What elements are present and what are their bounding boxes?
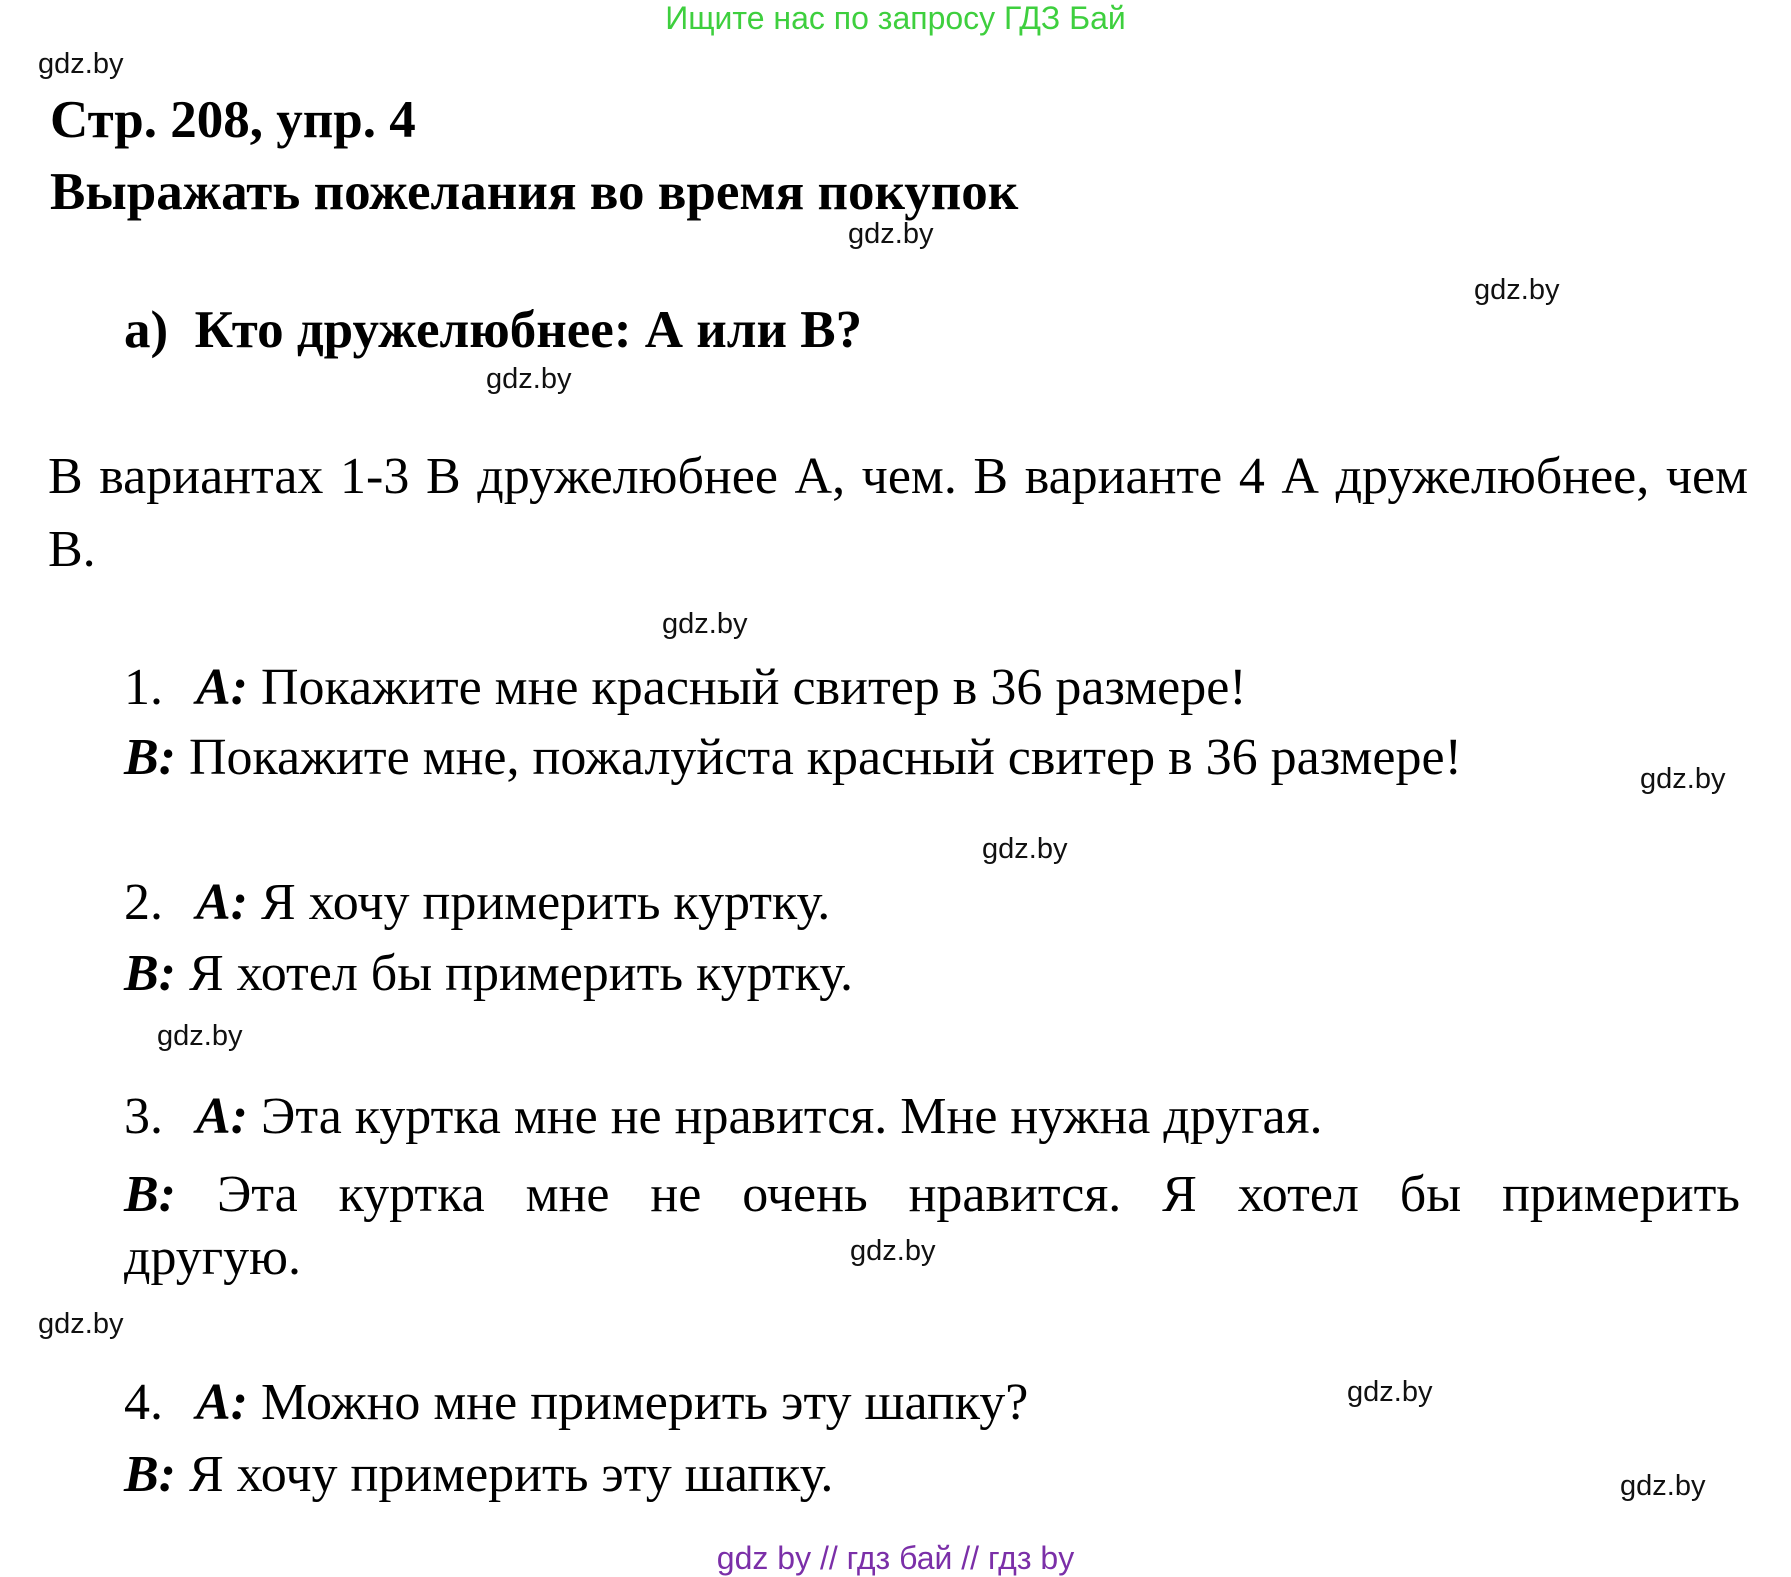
answer-paragraph: В вариантах 1-3 В дружелюбнее А, чем. В варианте 4 А дружелюбнее, чем В. [48, 448, 1748, 578]
dialogue-text: Я хочу примерить эту шапку. [189, 1446, 834, 1503]
dialogue-number: 3. [124, 1088, 163, 1145]
speaker-a-label: A: [196, 874, 248, 931]
dialogue-1-line-b [124, 728, 1462, 787]
dialogue-3-line-a [124, 1087, 1322, 1146]
watermark: gdz.by [662, 608, 748, 640]
dialogue-4-line-a [124, 1373, 1028, 1432]
watermark: gdz.by [157, 1020, 243, 1052]
dialogue-3-line-b-continuation: другую. [124, 1229, 301, 1286]
site-banner[interactable]: Ищите нас по запросу ГДЗ Бай [665, 0, 1126, 36]
dialogue-2-line-a [124, 873, 830, 932]
dialogue-2-line-b [124, 944, 853, 1003]
watermark: gdz.by [1620, 1470, 1706, 1502]
watermark: gdz.by [1347, 1376, 1433, 1408]
speaker-a-label: A: [196, 1374, 248, 1431]
speaker-a-label: A: [196, 1088, 248, 1145]
watermark: gdz.by [486, 363, 572, 395]
dialogue-text: Покажите мне красный свитер в 36 размере! [261, 659, 1247, 716]
page-title: Стр. 208, упр. 4 [50, 91, 416, 149]
watermark: gdz.by [38, 1308, 124, 1340]
speaker-b-label: B: [124, 729, 176, 786]
watermark: gdz.by [848, 218, 934, 250]
speaker-b-label: B: [124, 945, 176, 1002]
watermark: gdz.by [1474, 274, 1560, 306]
speaker-b-label: B: [124, 1166, 176, 1223]
speaker-a-label: A: [196, 659, 248, 716]
dialogue-3-line-b [124, 1158, 1740, 1231]
dialogue-4-line-b [124, 1445, 833, 1504]
watermark: gdz.by [982, 833, 1068, 865]
dialogue-text: Я хотел бы примерить куртку. [189, 945, 853, 1002]
task-label: а) [124, 301, 169, 359]
watermark: gdz.by [38, 48, 124, 80]
watermark: gdz.by [1640, 763, 1726, 795]
dialogue-1-line-a [124, 658, 1247, 717]
dialogue-text: Эта куртка мне не очень нравится. Я хотел бы примерить [216, 1166, 1741, 1223]
page-subtitle: Выражать пожелания во время покупок [50, 163, 1019, 221]
dialogue-text: Покажите мне, пожалуйста красный свитер в 36 размере! [189, 729, 1462, 786]
dialogue-text: Я хочу примерить куртку. [261, 874, 831, 931]
task-heading [124, 300, 862, 360]
watermark: gdz.by [850, 1235, 936, 1267]
dialogue-text: Можно мне примерить эту шапку? [261, 1374, 1029, 1431]
speaker-b-label: B: [124, 1446, 176, 1503]
dialogue-number: 4. [124, 1374, 163, 1431]
dialogue-number: 2. [124, 874, 163, 931]
task-question: Кто дружелюбнее: А или В? [194, 301, 863, 359]
dialogue-text: Эта куртка мне не нравится. Мне нужна другая. [261, 1088, 1323, 1145]
dialogue-number: 1. [124, 659, 163, 716]
footer-links[interactable]: gdz by // гдз бай // гдз by [716, 1540, 1075, 1576]
